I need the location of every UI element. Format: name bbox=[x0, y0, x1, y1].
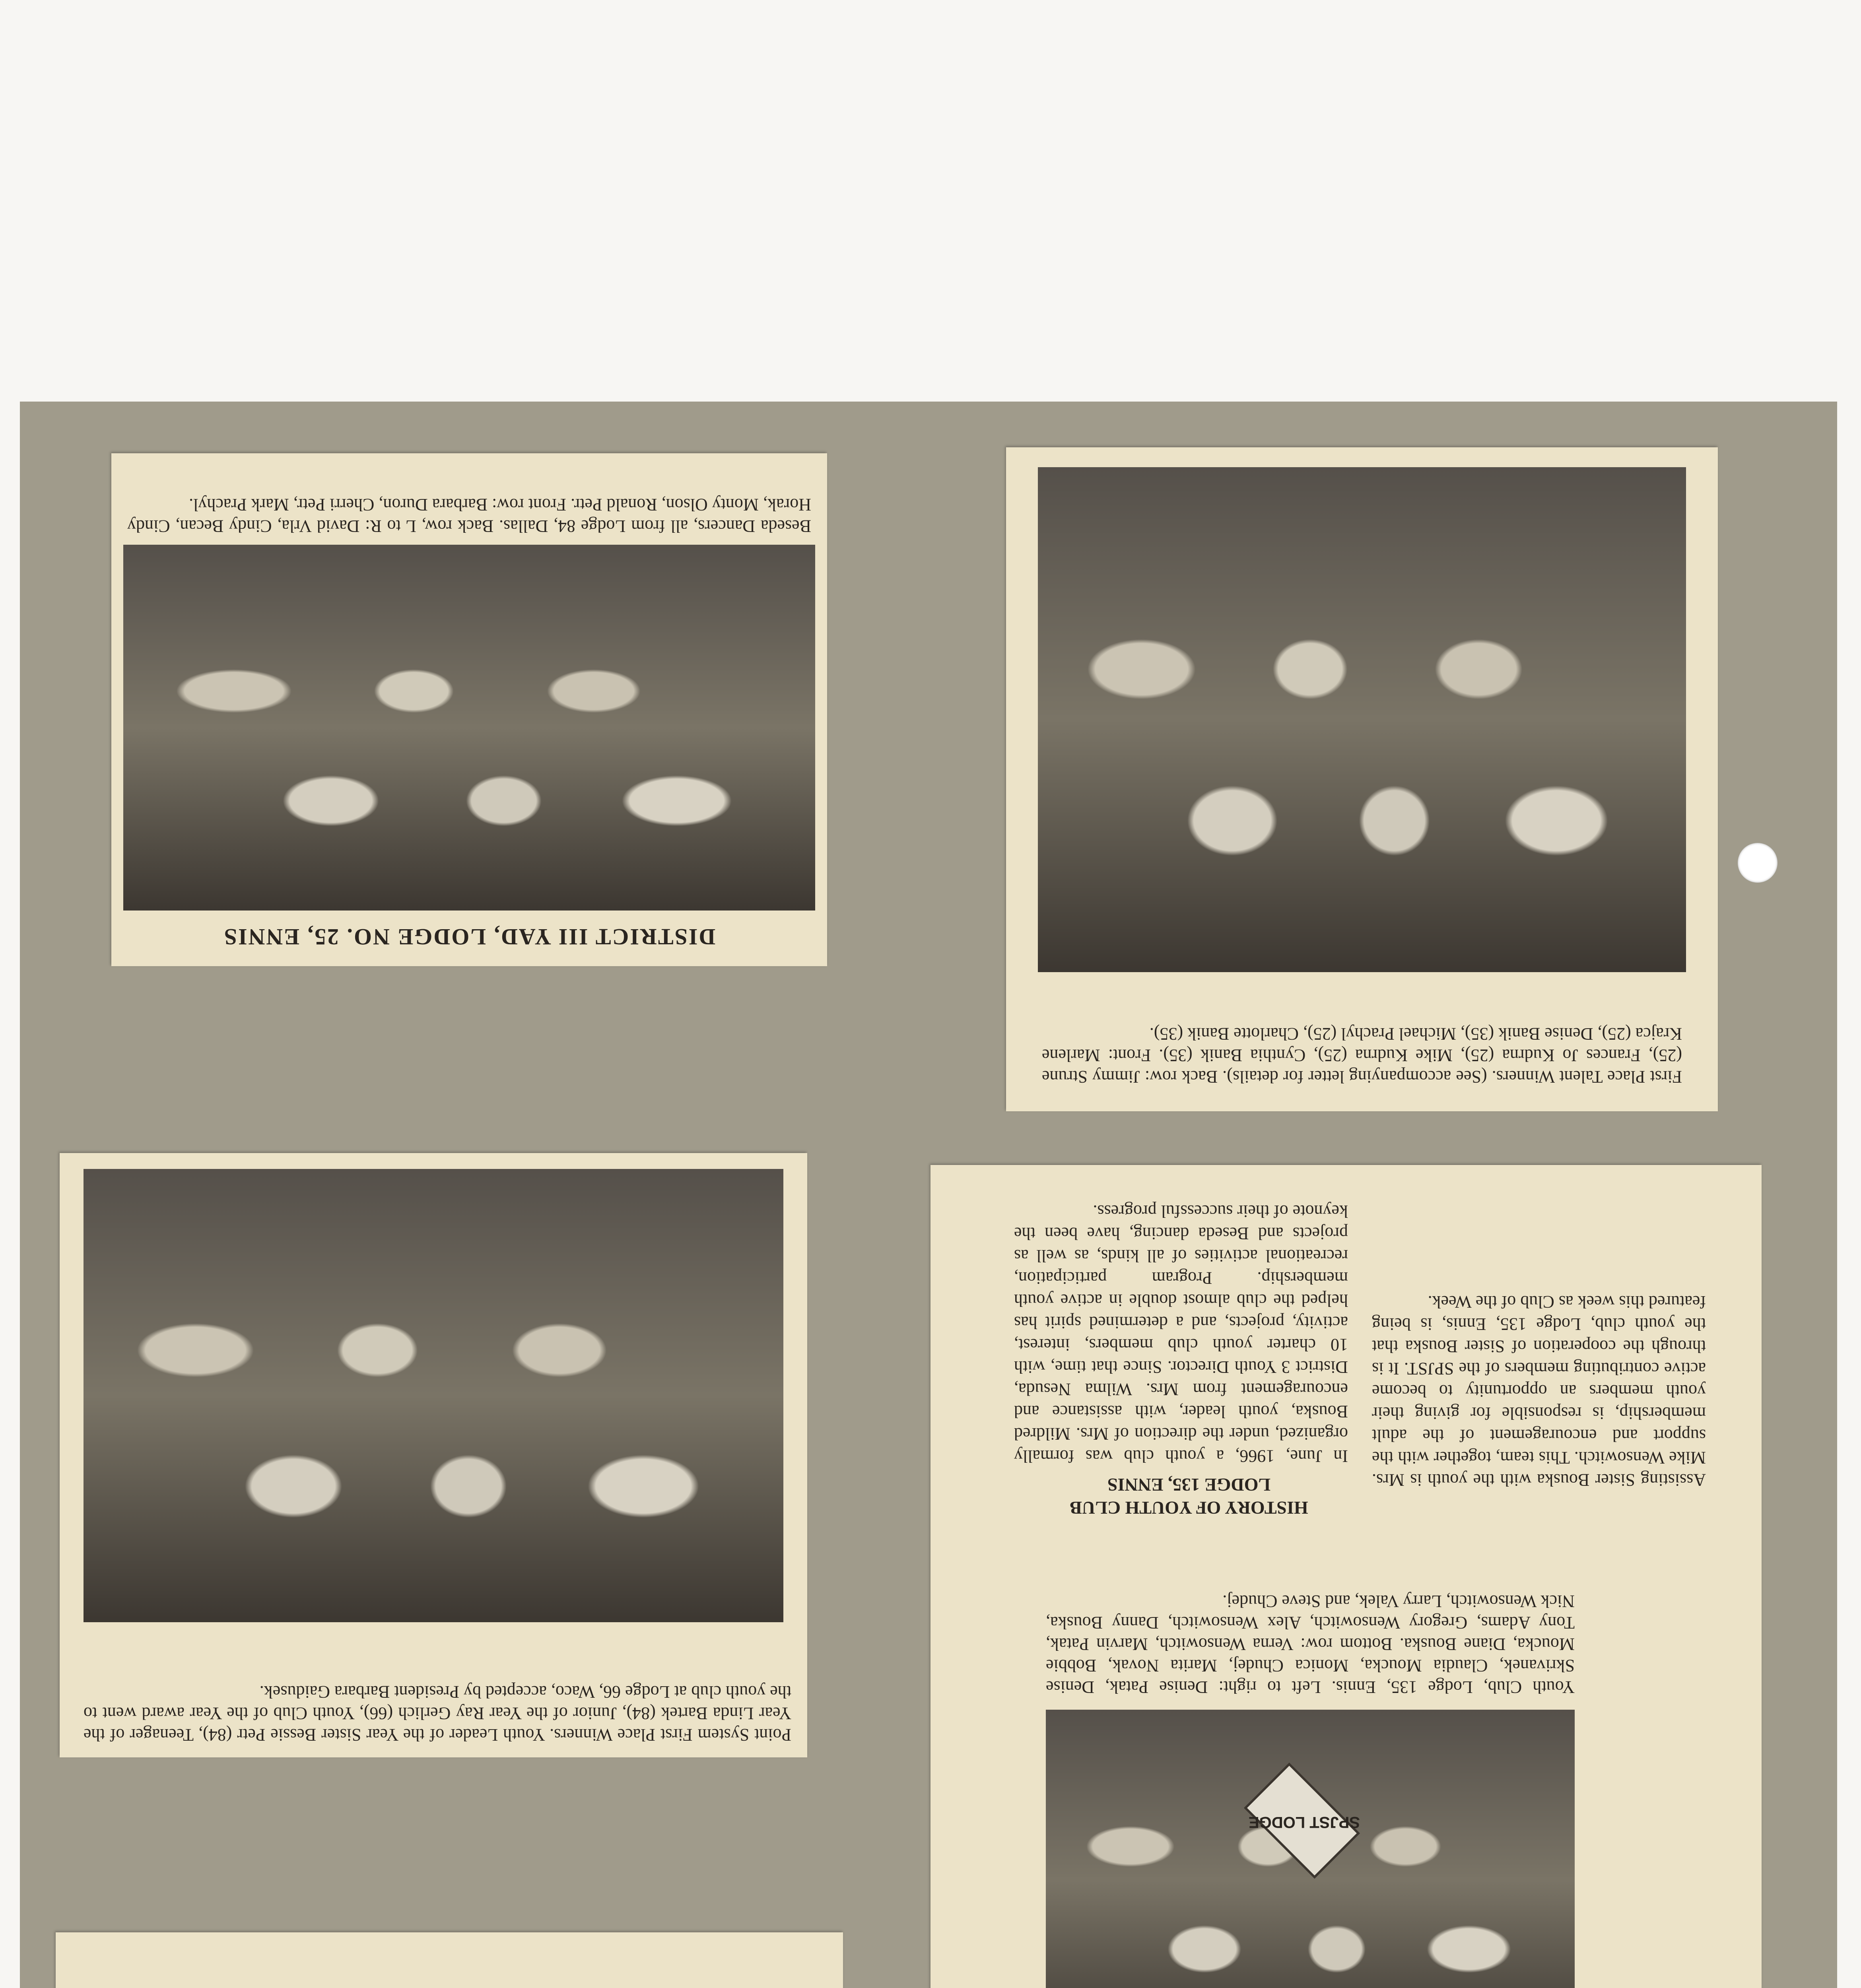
clipping-point-system-winners bbox=[60, 1153, 807, 1757]
clipping-fall-meeting bbox=[56, 1932, 843, 1988]
youth-club-caption: Youth Club, Lodge 135, Ennis. Left to right: Denise Patak, Denise Skrivanek, Claudia Moucka, Monica Chudej, Marita Novak, Bobbie Moucka, Diane Bouska. Bottom row: Verna Wensowitch, Marvin Patak, Tony Adams, Gregory Wensowitch, Alex Wensowitch, Danny Bouska, Nick Wensowitch, Larry Valek, and Steve Chudej. bbox=[1046, 1592, 1575, 1697]
point-system-caption: Point System First Place Winners. Youth Leader of the Year Sister Bessie Petr (84), Teenager of the Year Linda Bartek (84), Junior of the Year Ray Gerlich (66), Youth Club of the Year award went to the youth club at Lodge 66, Waco, accepted by President Barbara Gaidusek. bbox=[84, 1682, 791, 1745]
talent-photo bbox=[1038, 467, 1686, 972]
history-heading-line2: LODGE 135, ENNIS bbox=[1107, 1475, 1271, 1495]
history-column-2: Assisting Sister Bouska with the youth is Mrs. Mike Wensowitch. This team, together with the support and encouragement of the adult membership, is responsible for giving their youth members an opportunity to become active contributing members of the SPJST. It is through the cooperation of Sister Bouska that the youth club, Lodge 135, Ennis, is being featured this week as Club of the Week. bbox=[1372, 1292, 1706, 1490]
clipping-district-yad bbox=[111, 453, 827, 966]
fall-meeting-caption bbox=[76, 1940, 823, 1988]
clipping-youth-club-of-the-week bbox=[930, 1165, 1762, 1988]
history-column-1: In June, 1966, a youth club was formally organized, under the direction of Mrs. Mildred Bouska, youth leader, with assistance and encouragement from Mrs. Wilma Nesuda, District 3 Youth Director. Since that time, with 10 charter youth club members, interest, activity, projects, and a determined spirit has helped the club almost double in active youth membership. Program participation, recreational activities of all kinds, as well as projects and Beseda dancing, have been the keynote of their successful progress. bbox=[1014, 1202, 1348, 1466]
yad-photo bbox=[123, 545, 815, 911]
yad-caption: Beseda Dancers, all from Lodge 84, Dallas. Back row, L to R: David Vrla, Cindy Becan, Cindy Horak, Monty Olson, Ronald Petr. Front row: Barbara Duron, Cherri Petr, Mark Prachyl. bbox=[127, 495, 811, 536]
yad-title: DISTRICT III YAD, LODGE NO. 25, ENNIS bbox=[223, 924, 716, 950]
point-system-photo bbox=[84, 1169, 783, 1622]
spjst-lodge-sign-text: SPJST LODGE bbox=[1248, 1813, 1360, 1831]
clipping-talent-winners bbox=[1006, 447, 1718, 1111]
history-heading-line1: HISTORY OF YOUTH CLUB bbox=[1070, 1498, 1308, 1518]
youth-club-photo bbox=[1046, 1710, 1575, 1988]
binder-hole-top bbox=[1738, 843, 1777, 883]
talent-caption: First Place Talent Winners. (See accompanying letter for details). Back row: Jimmy Strune (25), Frances Jo Kudrna (25), Mike Kudrna (25), Cynthia Banik (35). Front: Marlene Krajca (25), Denise Banik (35), Michael Prachyl (25), Charlotte Banik (35). bbox=[1042, 1024, 1682, 1087]
